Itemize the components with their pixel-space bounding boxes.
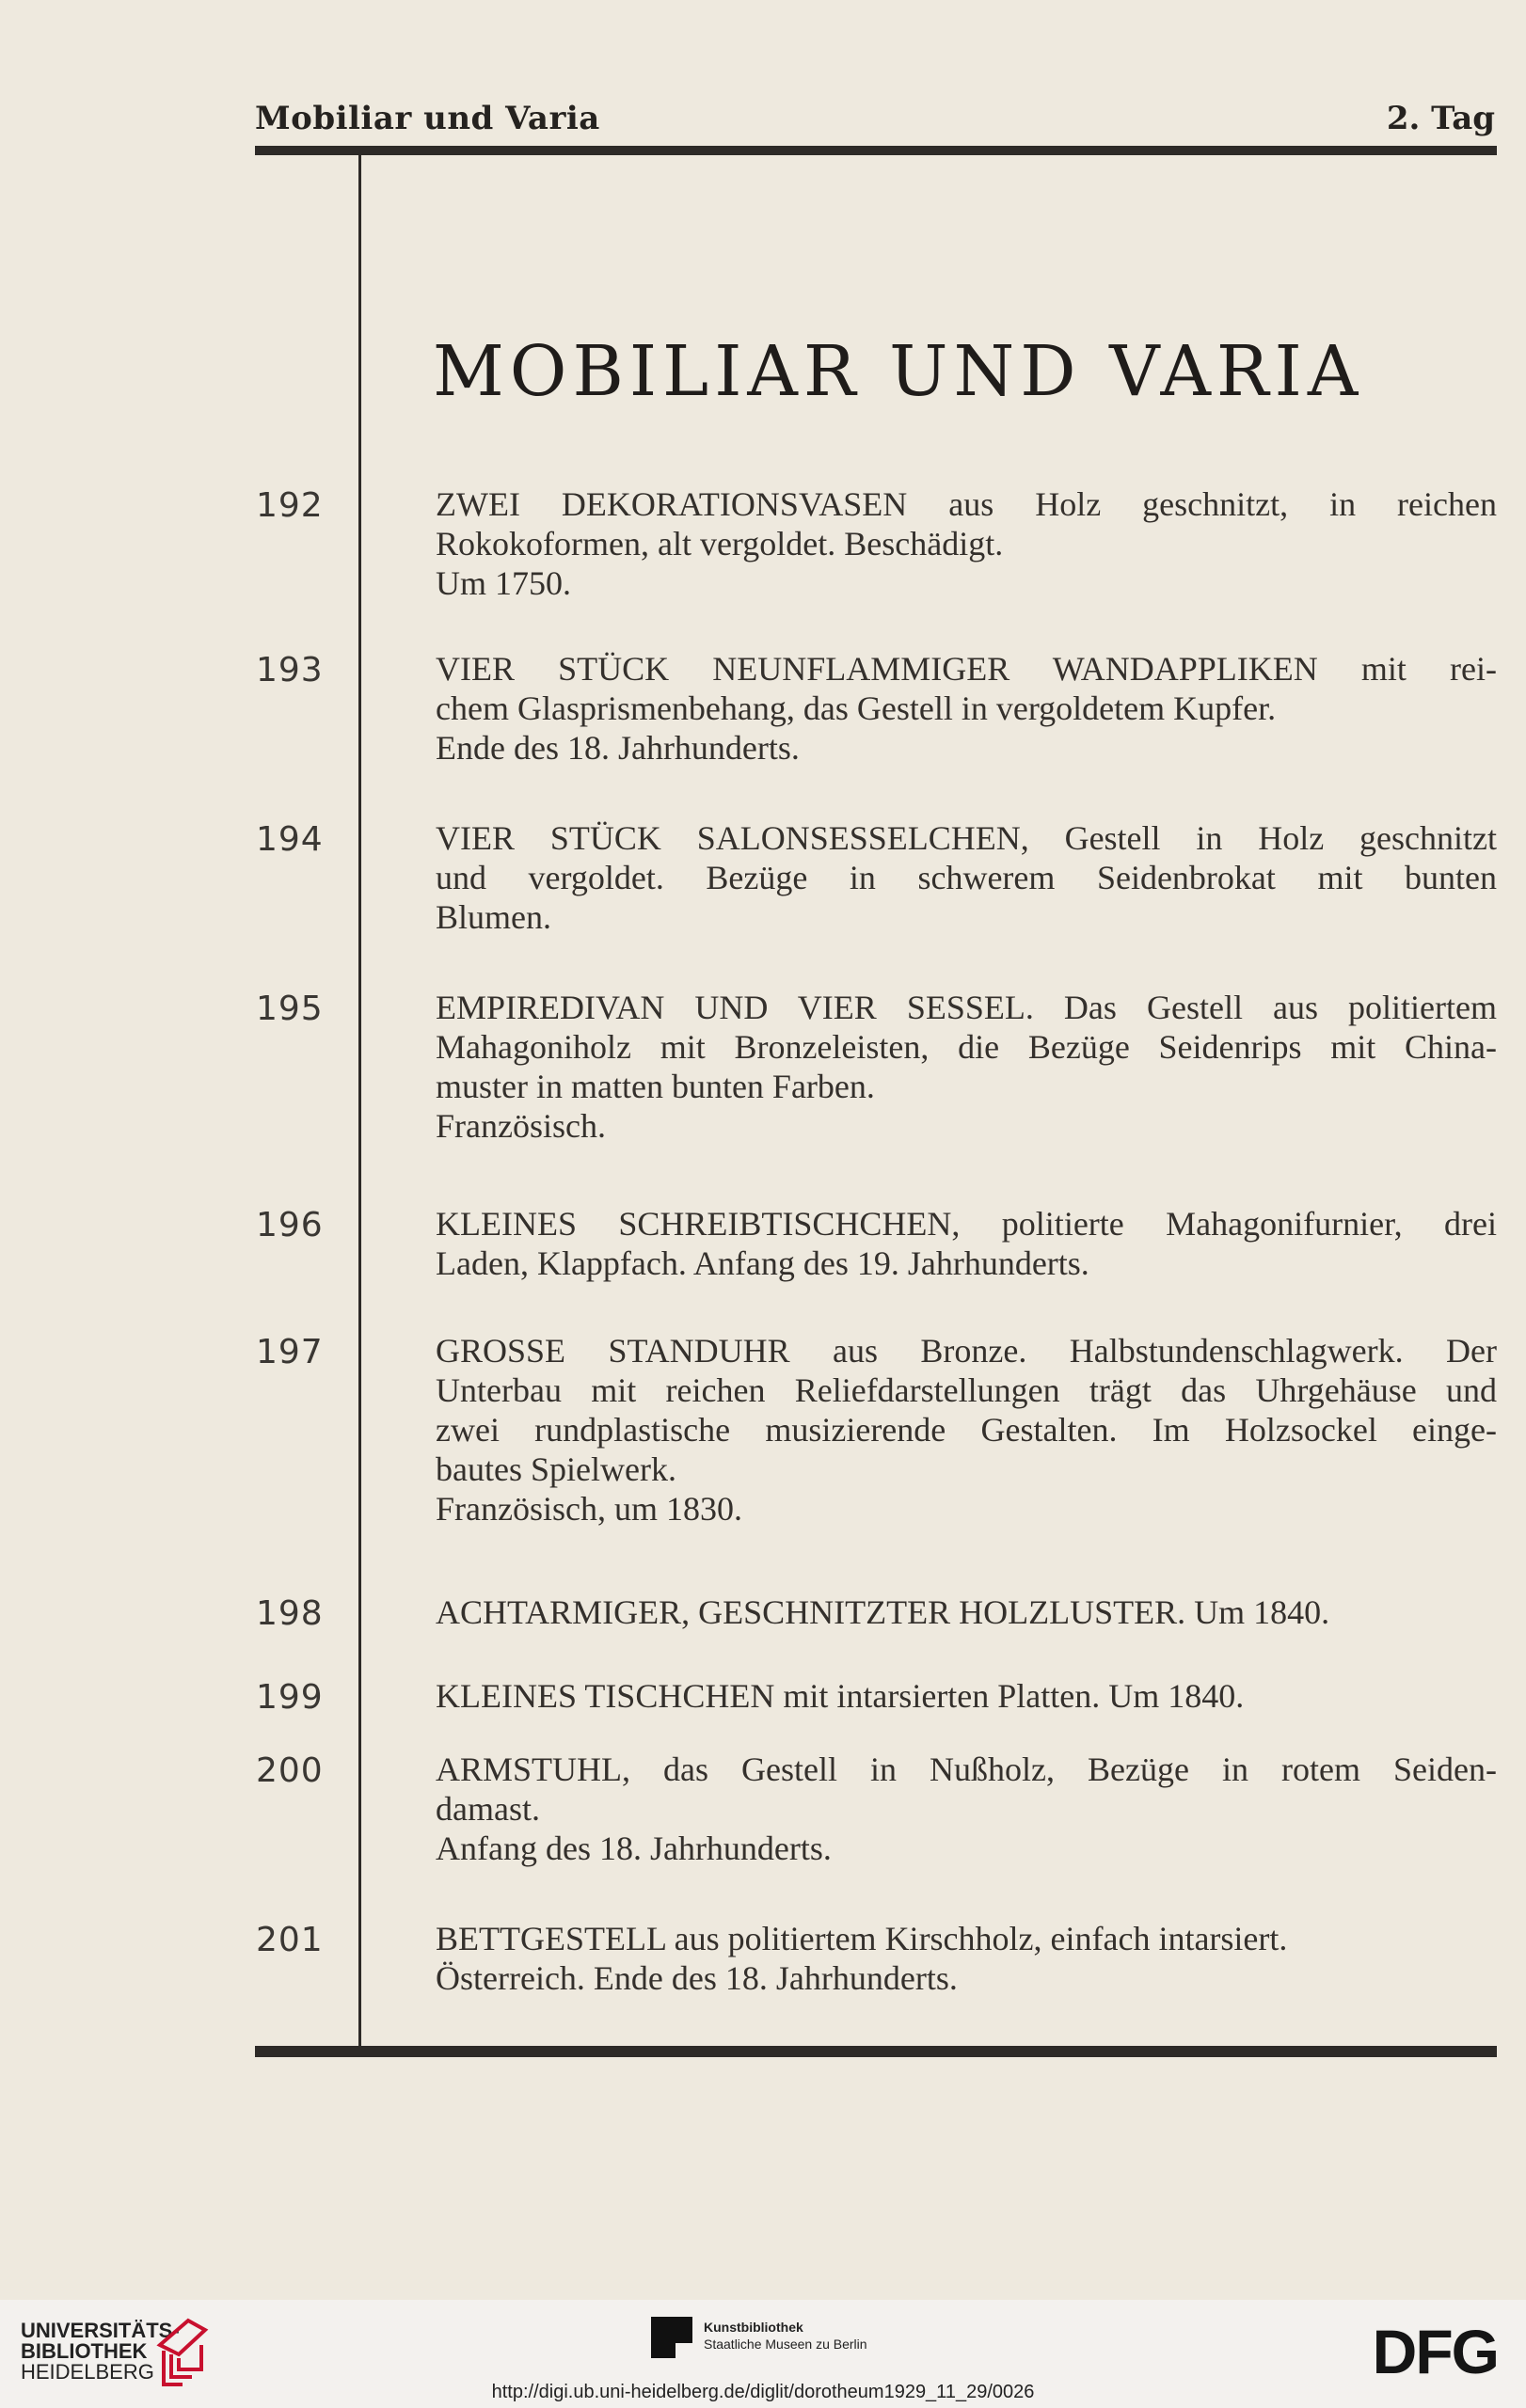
ub-label-line3: HEIDELBERG	[21, 2360, 154, 2384]
lot-number: 201	[256, 1921, 324, 1959]
lot-line: VIER STÜCK SALONSESSELCHEN, Gestell in Holz geschnitzt	[436, 819, 1497, 857]
lot-line: Französisch.	[436, 1107, 606, 1145]
lot-number: 197	[256, 1333, 324, 1371]
ub-label-line1: UNIVERSITÄTS-	[21, 2319, 180, 2342]
page-title: MOBILIAR UND VARIA	[433, 331, 1364, 412]
lot-description	[436, 1750, 1497, 1868]
lot-line: Unterbau mit reichen Reliefdarstellungen trägt das Uhrgehäuse und	[436, 1371, 1497, 1409]
lot-line: Anfang des 18. Jahrhunderts.	[436, 1830, 832, 1867]
lot-description	[436, 1331, 1497, 1529]
lot-line: Laden, Klappfach. Anfang des 19. Jahrhunderts.	[436, 1244, 1089, 1282]
lot-description	[436, 1676, 1497, 1716]
lot-line: ARMSTUHL, das Gestell in Nußholz, Bezüge in rotem Seiden-	[436, 1751, 1497, 1788]
lot-description	[436, 1919, 1497, 1998]
running-head-day: 2. Tag	[1386, 100, 1495, 137]
ub-label-line2: BIBLIOTHEK	[21, 2339, 148, 2363]
lot-line: KLEINES SCHREIBTISCHCHEN, politierte Mahagonifurnier, drei	[436, 1205, 1497, 1243]
lot-number: 193	[256, 651, 324, 689]
lot-number: 199	[256, 1678, 324, 1717]
lot-line: und vergoldet. Bezüge in schwerem Seidenbrokat mit bunten	[436, 859, 1497, 896]
lot-line: Französisch, um 1830.	[436, 1490, 742, 1528]
lot-number: 192	[256, 486, 324, 525]
lot-line: damast.	[436, 1790, 540, 1828]
lot-line: Rokokoformen, alt vergoldet. Beschädigt.	[436, 525, 1004, 562]
permalink-url[interactable]: http://digi.ub.uni-heidelberg.de/diglit/dorotheum1929_11_29/0026	[491, 2382, 1035, 2402]
kb-line1: Kunstbibliothek	[704, 2320, 803, 2335]
lot-line: KLEINES TISCHCHEN mit intarsierten Platten. Um 1840.	[436, 1677, 1245, 1715]
kunstbibliothek-label	[704, 2319, 867, 2353]
lot-description	[436, 988, 1497, 1146]
viewer-footer	[0, 2300, 1526, 2408]
lot-line: BETTGESTELL aus politiertem Kirschholz, einfach intarsiert.	[436, 1920, 1288, 1957]
lot-line: ZWEI DEKORATIONSVASEN aus Holz geschnitzt, in reichen	[436, 485, 1497, 523]
running-head-section: Mobiliar und Varia	[255, 100, 600, 137]
bottom-rule	[255, 2046, 1497, 2057]
lot-line: GROSSE STANDUHR aus Bronze. Halbstundenschlagwerk. Der	[436, 1332, 1497, 1370]
ub-heidelberg-logo-icon	[151, 2317, 211, 2390]
lot-description	[436, 1204, 1497, 1283]
lot-line: Um 1750.	[436, 564, 571, 602]
lot-line: Ende des 18. Jahrhunderts.	[436, 729, 800, 767]
kb-line2: Staatliche Museen zu Berlin	[704, 2337, 867, 2352]
lot-line: chem Glasprismenbehang, das Gestell in vergoldetem Kupfer.	[436, 689, 1277, 727]
top-rule	[255, 146, 1497, 155]
lot-line: EMPIREDIVAN UND VIER SESSEL. Das Gestell aus politiertem	[436, 989, 1497, 1026]
lot-description	[436, 649, 1497, 768]
lot-number: 200	[256, 1751, 324, 1790]
lot-number: 198	[256, 1594, 324, 1633]
lot-line: VIER STÜCK NEUNFLAMMIGER WANDAPPLIKEN mit rei-	[436, 650, 1497, 688]
lot-line: zwei rundplastische musizierende Gestalten. Im Holzsockel einge-	[436, 1411, 1497, 1449]
lot-number: 196	[256, 1206, 324, 1244]
lot-line: Österreich. Ende des 18. Jahrhunderts.	[436, 1959, 958, 1997]
vertical-rule	[358, 155, 361, 2046]
dfg-logo: DFG	[1372, 2317, 1498, 2386]
lot-line: Mahagoniholz mit Bronzeleisten, die Bezüge Seidenrips mit China-	[436, 1028, 1497, 1066]
lot-line: muster in matten bunten Farben.	[436, 1068, 875, 1105]
lot-description	[436, 484, 1497, 603]
lot-description	[436, 1592, 1497, 1632]
kunstbibliothek-logo-icon	[651, 2317, 692, 2358]
lot-line: bautes Spielwerk.	[436, 1450, 676, 1488]
lot-description	[436, 818, 1497, 937]
lot-line: Blumen.	[436, 898, 551, 936]
lot-number: 194	[256, 820, 324, 859]
lot-number: 195	[256, 990, 324, 1028]
lot-line: ACHTARMIGER, GESCHNITZTER HOLZLUSTER. Um 1840.	[436, 1593, 1330, 1631]
